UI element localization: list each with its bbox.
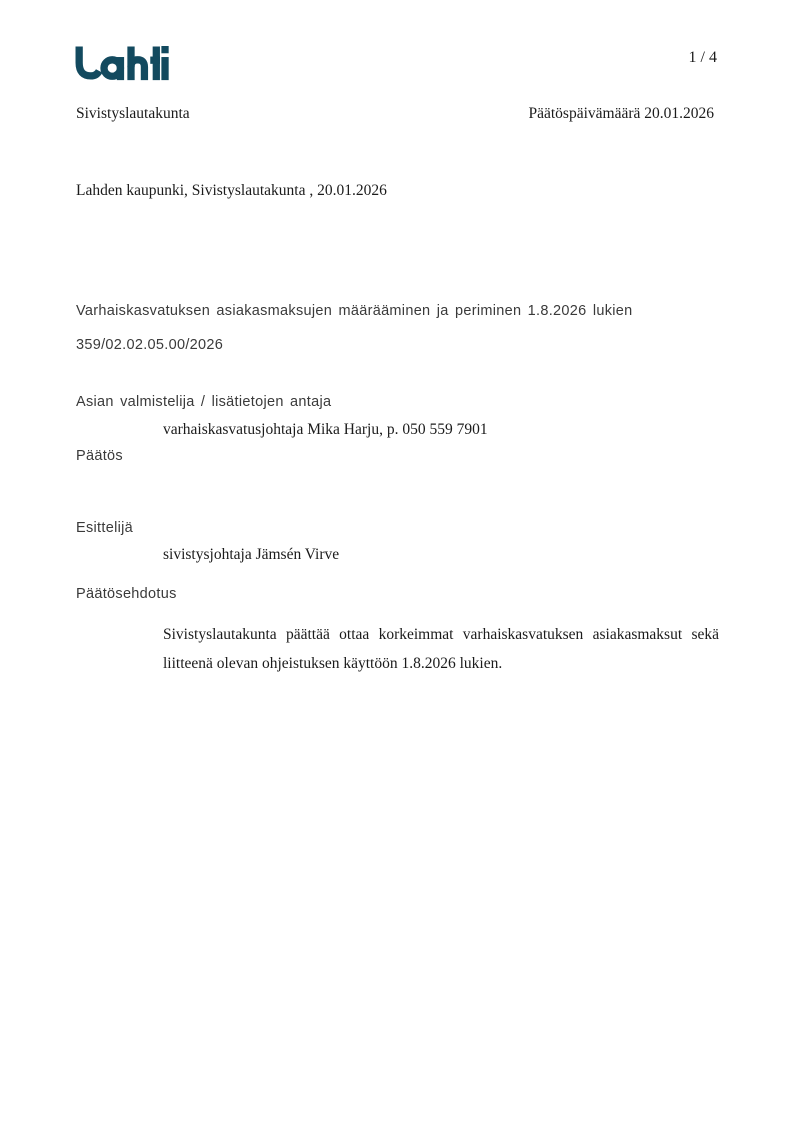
committee-name: Sivistyslautakunta — [76, 105, 190, 122]
page-number: 1 / 4 — [688, 49, 717, 66]
proposal-text: Sivistyslautakunta päättää ottaa korkeimmat varhaiskasvatuksen asiakasmaksut sekä liitteenä olevan ohjeistuksen käyttöön 1.8.2026 lukien. — [163, 626, 719, 672]
header-row — [76, 105, 714, 123]
case-title: Varhaiskasvatuksen asiakasmaksujen määrääminen ja periminen 1.8.2026 lukien — [76, 303, 633, 319]
lahti-logo — [75, 46, 169, 81]
logo-letter-l — [79, 46, 99, 75]
preparer-label: Asian valmistelija / lisätietojen antaja — [76, 394, 332, 410]
logo-letter-i-dot — [161, 46, 168, 53]
presenter-label: Esittelijä — [76, 520, 133, 536]
decision-label: Päätös — [76, 448, 123, 464]
decision-date: Päätöspäivämäärä 20.01.2026 — [528, 105, 714, 122]
presenter-value: sivistysjohtaja Jämsén Virve — [163, 546, 340, 563]
diary-number: 359/02.02.05.00/2026 — [76, 337, 224, 353]
preparer-value: varhaiskasvatusjohtaja Mika Harju, p. 050 559 7901 — [163, 421, 488, 438]
proposal-label: Päätösehdotus — [76, 586, 177, 602]
intro-line: Lahden kaupunki, Sivistyslautakunta , 20.01.2026 — [76, 182, 387, 199]
